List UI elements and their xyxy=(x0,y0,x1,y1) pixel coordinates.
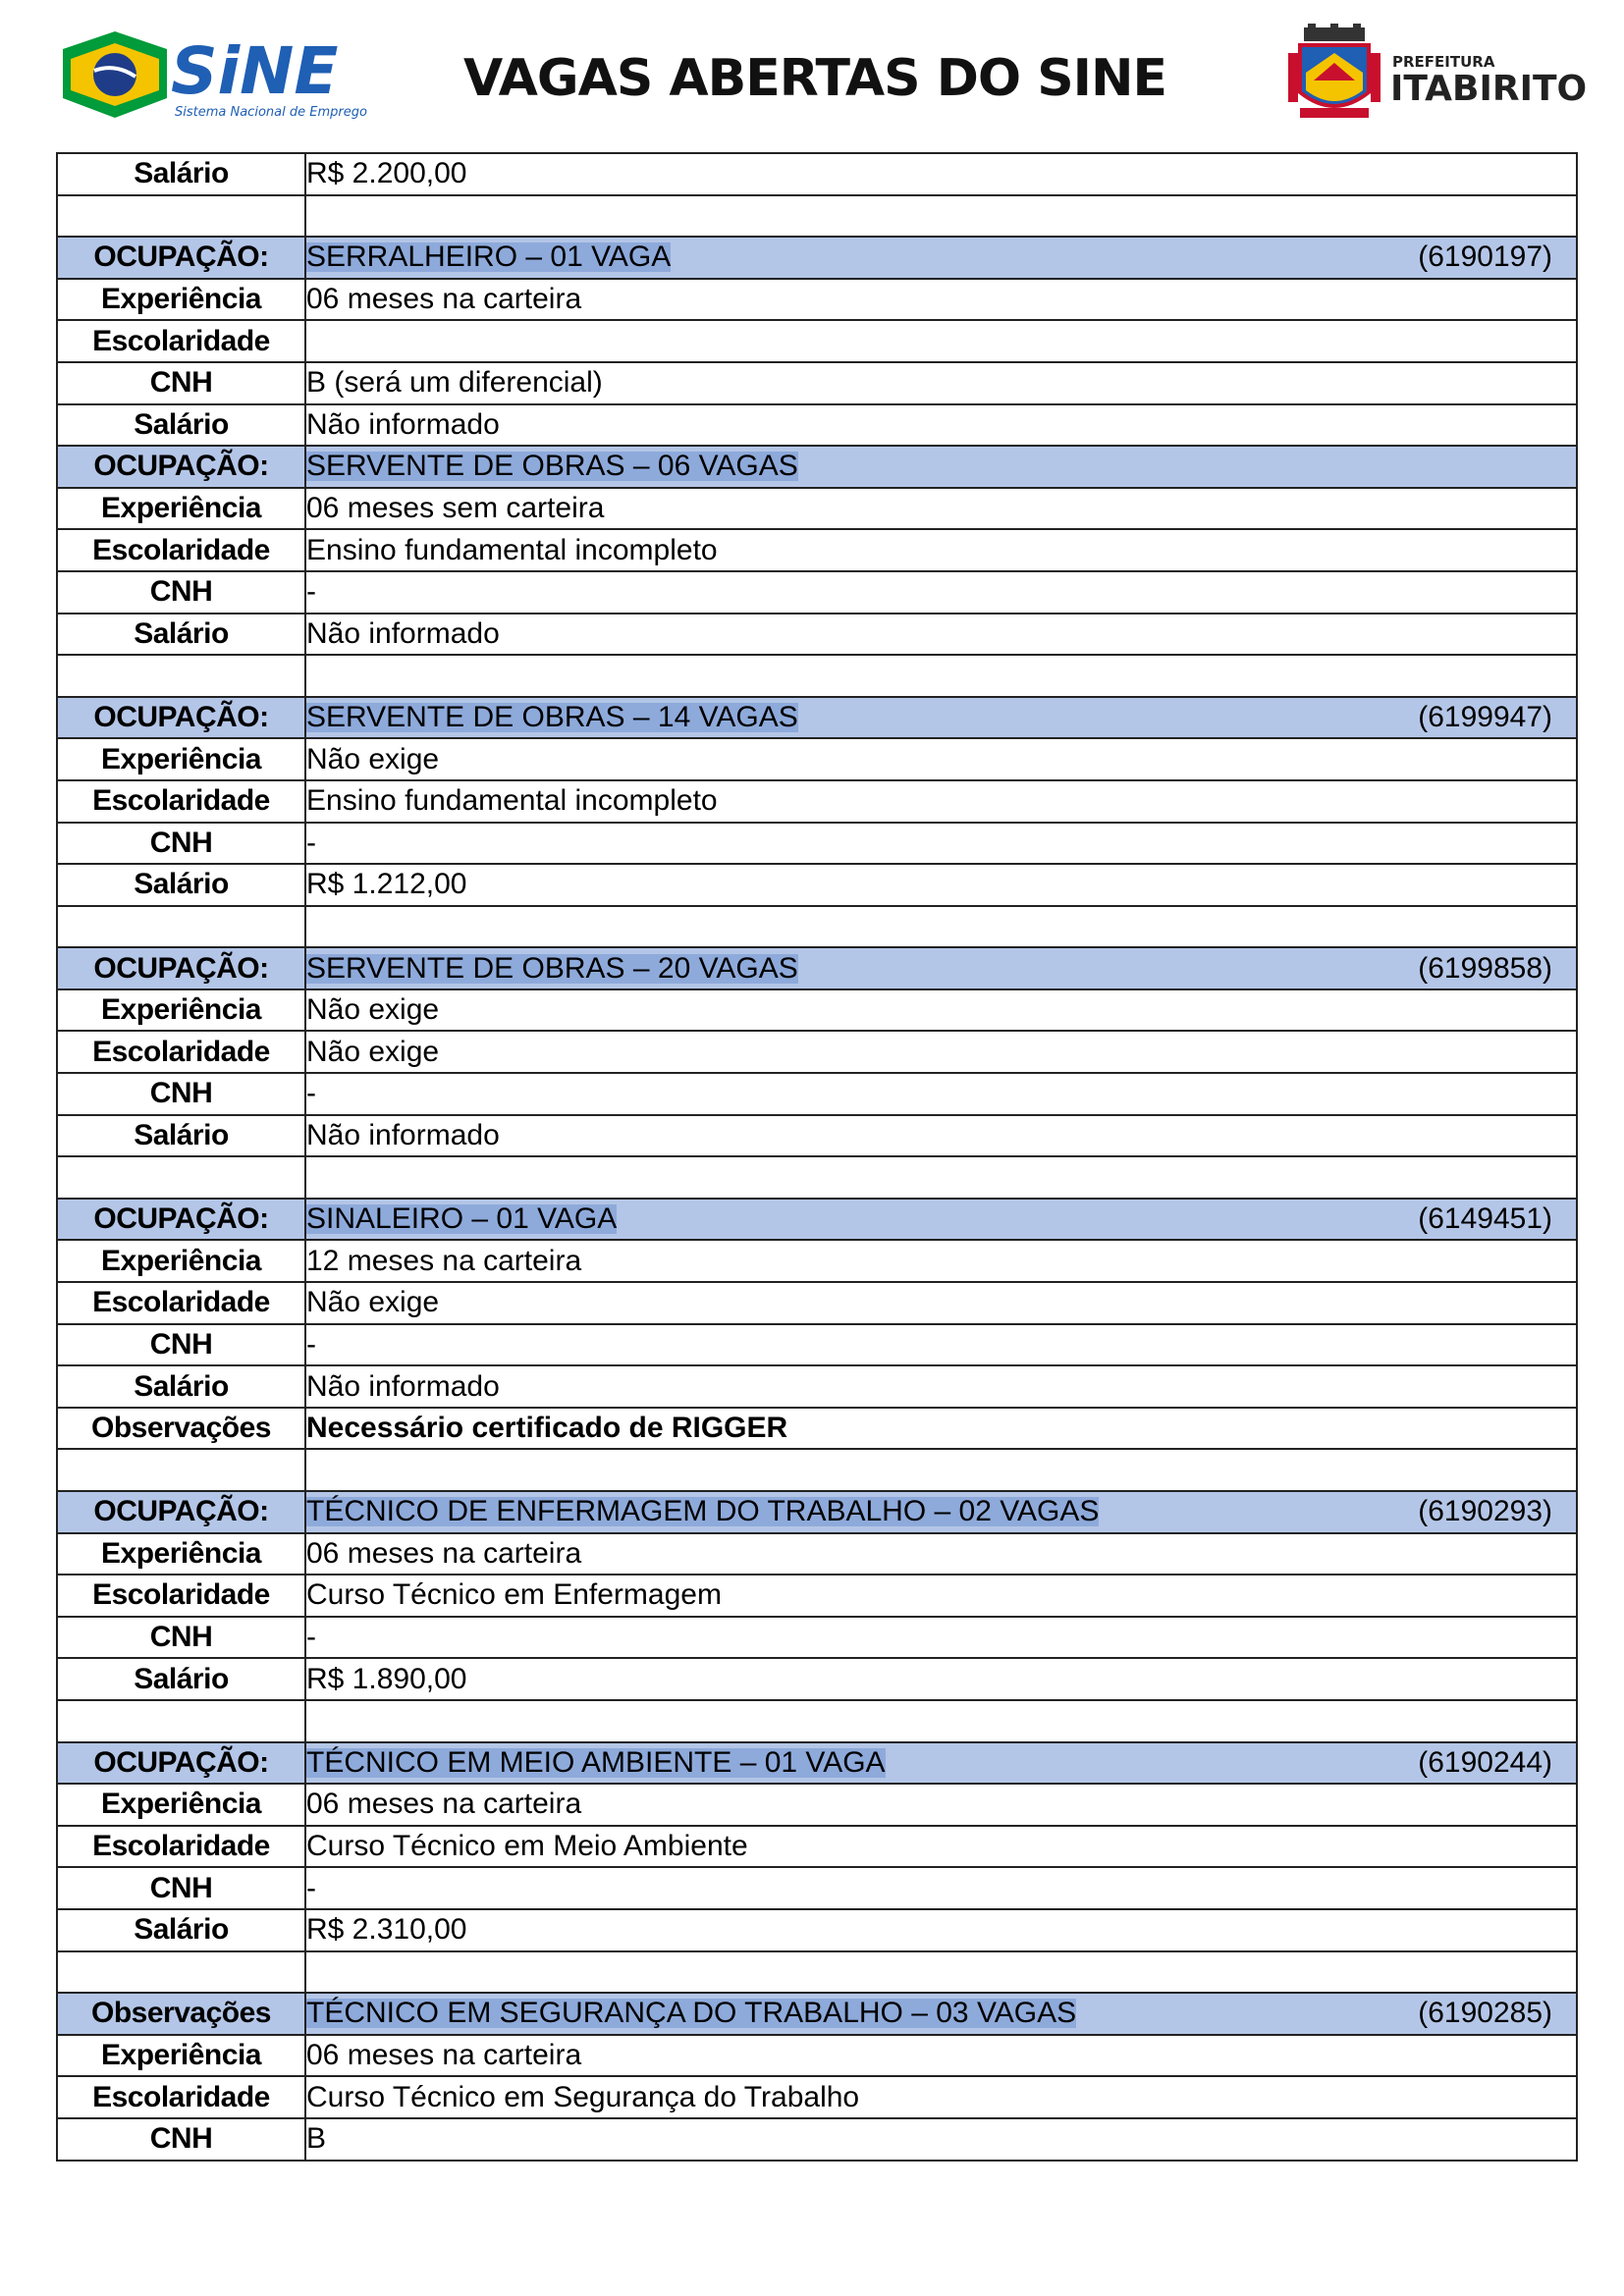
table-row xyxy=(57,1951,1577,1994)
table-row xyxy=(57,195,1577,238)
row-value: - xyxy=(305,1867,1577,1909)
row-value: 06 meses sem carteira xyxy=(305,488,1577,530)
row-label: CNH xyxy=(57,823,305,865)
row-label: Salário xyxy=(57,153,305,195)
row-value xyxy=(305,195,1577,238)
row-value: Necessário certificado de RIGGER xyxy=(305,1408,1577,1450)
row-label: Salário xyxy=(57,1909,305,1951)
row-label: Experiência xyxy=(57,989,305,1032)
row-label xyxy=(57,1449,305,1491)
row-label: Salário xyxy=(57,614,305,656)
table-row xyxy=(57,1073,1577,1115)
table-row xyxy=(57,1031,1577,1073)
row-label: Escolaridade xyxy=(57,1031,305,1073)
row-label: Escolaridade xyxy=(57,320,305,362)
row-value: Não exige xyxy=(305,1031,1577,1073)
table-row xyxy=(57,153,1577,195)
table-row xyxy=(57,1282,1577,1324)
table-row xyxy=(57,1115,1577,1157)
table-row xyxy=(57,2118,1577,2161)
row-value: R$ 2.200,00 xyxy=(305,153,1577,195)
row-label: Salário xyxy=(57,864,305,906)
occupation-row xyxy=(57,237,1577,279)
row-label: CNH xyxy=(57,1617,305,1659)
occupation-title: SERRALHEIRO – 01 VAGA xyxy=(306,240,672,274)
row-value xyxy=(305,1491,1577,1533)
row-label: OCUPAÇÃO: xyxy=(57,1491,305,1533)
row-value: 06 meses na carteira xyxy=(305,279,1577,321)
table-row xyxy=(57,738,1577,780)
row-value xyxy=(305,446,1577,488)
row-label: OCUPAÇÃO: xyxy=(57,1199,305,1241)
occupation-title: TÉCNICO EM SEGURANÇA DO TRABALHO – 03 VAGAS xyxy=(306,1997,1077,2030)
row-label: CNH xyxy=(57,362,305,404)
row-label: OCUPAÇÃO: xyxy=(57,947,305,989)
row-label: Escolaridade xyxy=(57,2076,305,2118)
row-label: Escolaridade xyxy=(57,780,305,823)
prefeitura-itabirito-logo xyxy=(1286,24,1588,122)
occupation-row xyxy=(57,1993,1577,2035)
row-value xyxy=(305,947,1577,989)
table-row xyxy=(57,1784,1577,1826)
row-value: - xyxy=(305,823,1577,865)
occupation-code: (6190285) xyxy=(1418,1997,1552,2030)
row-label: OCUPAÇÃO: xyxy=(57,697,305,739)
row-label: CNH xyxy=(57,1324,305,1366)
occupation-code: (6190293) xyxy=(1418,1495,1552,1528)
sine-logo-subtitle: Sistema Nacional de Emprego xyxy=(175,105,367,120)
itabirito-label: ITABIRITO xyxy=(1390,69,1588,109)
occupation-row xyxy=(57,1491,1577,1533)
row-label: Experiência xyxy=(57,2035,305,2077)
occupation-row xyxy=(57,1199,1577,1241)
row-value: - xyxy=(305,1324,1577,1366)
table-row xyxy=(57,2076,1577,2118)
row-value: 06 meses na carteira xyxy=(305,1533,1577,1575)
row-value: Curso Técnico em Meio Ambiente xyxy=(305,1826,1577,1868)
table-row xyxy=(57,1909,1577,1951)
occupation-title: SERVENTE DE OBRAS – 20 VAGAS xyxy=(306,951,798,985)
table-row xyxy=(57,1408,1577,1450)
row-value: Curso Técnico em Segurança do Trabalho xyxy=(305,2076,1577,2118)
row-label: Experiência xyxy=(57,488,305,530)
row-label: Observações xyxy=(57,1408,305,1450)
row-label xyxy=(57,906,305,948)
row-value: Não exige xyxy=(305,738,1577,780)
row-label xyxy=(57,1951,305,1994)
table-row xyxy=(57,1533,1577,1575)
row-label xyxy=(57,1156,305,1199)
table-row xyxy=(57,1700,1577,1742)
row-value: B (será um diferencial) xyxy=(305,362,1577,404)
table-row xyxy=(57,1826,1577,1868)
prefeitura-label: PREFEITURA xyxy=(1392,53,1495,71)
table-row xyxy=(57,1449,1577,1491)
row-value xyxy=(305,655,1577,697)
occupation-title: SERVENTE DE OBRAS – 06 VAGAS xyxy=(306,450,798,483)
table-row xyxy=(57,1867,1577,1909)
row-label xyxy=(57,195,305,238)
table-row xyxy=(57,780,1577,823)
occupation-code: (6149451) xyxy=(1418,1202,1552,1236)
job-openings-table xyxy=(56,152,1578,2162)
occupation-code: (6190244) xyxy=(1418,1745,1552,1779)
table-row xyxy=(57,823,1577,865)
row-label: Experiência xyxy=(57,279,305,321)
row-value xyxy=(305,1449,1577,1491)
row-value: Não exige xyxy=(305,1282,1577,1324)
row-value xyxy=(305,906,1577,948)
row-value: Curso Técnico em Enfermagem xyxy=(305,1575,1577,1617)
table-row xyxy=(57,1617,1577,1659)
table-row xyxy=(57,864,1577,906)
row-value: - xyxy=(305,1073,1577,1115)
row-label: OCUPAÇÃO: xyxy=(57,446,305,488)
occupation-title: TÉCNICO EM MEIO AMBIENTE – 01 VAGA xyxy=(306,1745,886,1779)
table-row xyxy=(57,1156,1577,1199)
row-value: R$ 2.310,00 xyxy=(305,1909,1577,1951)
page-title: VAGAS ABERTAS DO SINE xyxy=(462,49,1167,108)
row-label: OCUPAÇÃO: xyxy=(57,1742,305,1785)
row-value xyxy=(305,237,1577,279)
occupation-row xyxy=(57,446,1577,488)
table-row xyxy=(57,529,1577,571)
row-label: Experiência xyxy=(57,1533,305,1575)
table-row xyxy=(57,488,1577,530)
table-row xyxy=(57,1324,1577,1366)
row-label: Escolaridade xyxy=(57,1575,305,1617)
row-label: Salário xyxy=(57,1115,305,1157)
row-label: Escolaridade xyxy=(57,1826,305,1868)
table-row xyxy=(57,362,1577,404)
row-value xyxy=(305,320,1577,362)
row-value: Não informado xyxy=(305,1365,1577,1408)
row-value: R$ 1.212,00 xyxy=(305,864,1577,906)
row-label: Escolaridade xyxy=(57,529,305,571)
occupation-title: SERVENTE DE OBRAS – 14 VAGAS xyxy=(306,701,798,734)
row-value: Não exige xyxy=(305,989,1577,1032)
row-value xyxy=(305,1993,1577,2035)
row-value: Não informado xyxy=(305,404,1577,447)
row-label: Salário xyxy=(57,404,305,447)
page-header xyxy=(0,0,1624,147)
row-label: CNH xyxy=(57,571,305,614)
occupation-row xyxy=(57,1742,1577,1785)
table-row xyxy=(57,320,1577,362)
row-value: R$ 1.890,00 xyxy=(305,1658,1577,1700)
table-row xyxy=(57,655,1577,697)
occupation-code: (6199947) xyxy=(1418,701,1552,734)
row-label: OCUPAÇÃO: xyxy=(57,237,305,279)
occupation-title: SINALEIRO – 01 VAGA xyxy=(306,1202,618,1236)
row-label: Experiência xyxy=(57,1240,305,1282)
occupation-title: TÉCNICO DE ENFERMAGEM DO TRABALHO – 02 VAGAS xyxy=(306,1495,1100,1528)
sine-logo-word: SiNE xyxy=(171,33,339,109)
row-label: Escolaridade xyxy=(57,1282,305,1324)
row-value: - xyxy=(305,571,1577,614)
table-row xyxy=(57,906,1577,948)
occupation-row xyxy=(57,697,1577,739)
row-value: 06 meses na carteira xyxy=(305,2035,1577,2077)
table-row xyxy=(57,2035,1577,2077)
row-value: Não informado xyxy=(305,1115,1577,1157)
table-row xyxy=(57,404,1577,447)
occupation-code: (6199858) xyxy=(1418,951,1552,985)
row-value xyxy=(305,1199,1577,1241)
occupation-row xyxy=(57,947,1577,989)
row-value: 06 meses na carteira xyxy=(305,1784,1577,1826)
table-row xyxy=(57,1575,1577,1617)
row-value: 12 meses na carteira xyxy=(305,1240,1577,1282)
table-row xyxy=(57,279,1577,321)
row-value: B xyxy=(305,2118,1577,2161)
table-row xyxy=(57,1365,1577,1408)
row-label: CNH xyxy=(57,1867,305,1909)
table-row xyxy=(57,614,1577,656)
row-label: Salário xyxy=(57,1658,305,1700)
row-label: CNH xyxy=(57,1073,305,1115)
sine-logo xyxy=(61,29,367,123)
row-value: Ensino fundamental incompleto xyxy=(305,780,1577,823)
row-value xyxy=(305,1742,1577,1785)
row-value: - xyxy=(305,1617,1577,1659)
table-row xyxy=(57,1240,1577,1282)
row-label: CNH xyxy=(57,2118,305,2161)
row-value xyxy=(305,1156,1577,1199)
occupation-code: (6190197) xyxy=(1418,240,1552,274)
table-row xyxy=(57,571,1577,614)
row-value xyxy=(305,1700,1577,1742)
row-value xyxy=(305,697,1577,739)
row-value: Ensino fundamental incompleto xyxy=(305,529,1577,571)
row-label: Experiência xyxy=(57,738,305,780)
row-label xyxy=(57,1700,305,1742)
row-label xyxy=(57,655,305,697)
row-value: Não informado xyxy=(305,614,1577,656)
table-row xyxy=(57,1658,1577,1700)
table-row xyxy=(57,989,1577,1032)
row-label: Salário xyxy=(57,1365,305,1408)
row-label: Experiência xyxy=(57,1784,305,1826)
row-label: Observações xyxy=(57,1993,305,2035)
row-value xyxy=(305,1951,1577,1994)
